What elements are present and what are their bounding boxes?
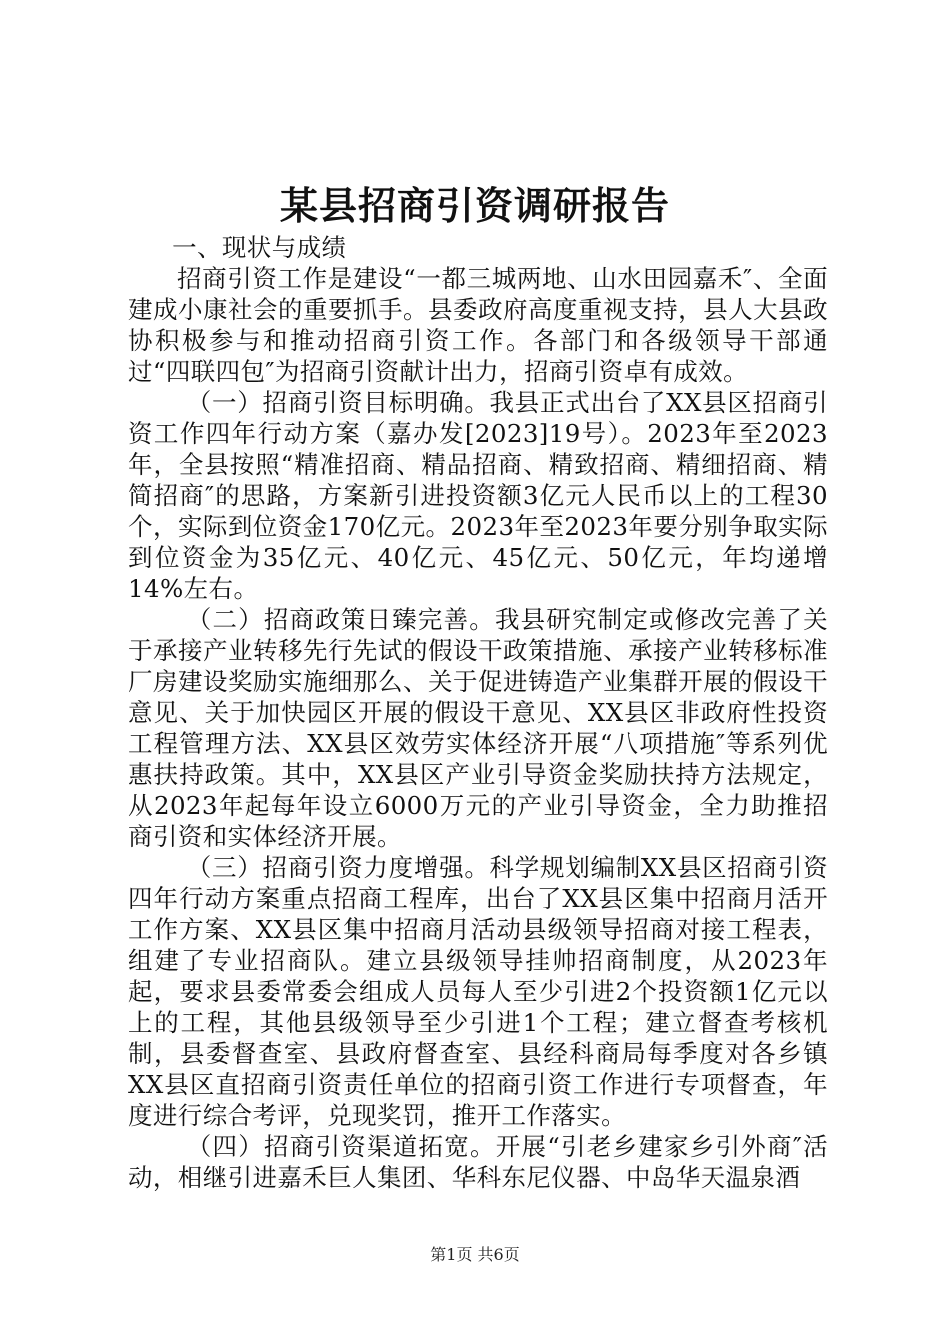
paragraph-section-1: （一）招商引资目标明确。我县正式出台了XX县区招商引资工作四年行动方案（嘉办发[2023]19号）。2023年至2023年，全县按照“精准招商、精品招商、精致招商、精细招商、精简招商″的思路，方案新引进投资额3亿元人民币以上的工程30个，实际到位资金170亿元。2023年至2023年要分别争取实际到位资金为35亿元、40亿元、45亿元、50亿元，年均递增14%左右。 xyxy=(128,388,828,603)
page-number-footer: 第1页 共6页 xyxy=(430,1245,520,1264)
paragraph-section-4: （四）招商引资渠道拓宽。开展“引老乡建家乡引外商″活动，相继引进嘉禾巨人集团、华科东尼仪器、中岛华天温泉酒 xyxy=(128,1132,828,1192)
paragraph-section-2: （二）招商政策日臻完善。我县研究制定或修改完善了关于承接产业转移先行先试的假设干政策措施、承接产业转移标准厂房建设奖励实施细那么、关于促进铸造产业集群开展的假设干意见、关于加快园区开展的假设干意见、XX县区非政府性投资工程管理方法、XX县区效劳实体经济开展“八项措施″等系列优惠扶持政策。其中，XX县区产业引导资金奖励扶持方法规定，从2023年起每年设立6000万元的产业引导资金，全力助推招商引资和实体经济开展。 xyxy=(128,605,828,851)
section-heading: 一、现状与成绩 xyxy=(172,233,347,262)
document-body xyxy=(128,232,828,1193)
page-title: 某县招商引资调研报告 xyxy=(279,183,670,228)
paragraph-intro: 招商引资工作是建设“一都三城两地、山水田园嘉禾″、全面建成小康社会的重要抓手。县委政府高度重视支持，县人大县政协积极参与和推动招商引资工作。各部门和各级领导干部通过“四联四包″为招商引资献计出力，招商引资卓有成效。 xyxy=(128,264,828,386)
paragraph-section-3: （三）招商引资力度增强。科学规划编制XX县区招商引资四年行动方案重点招商工程库，出台了XX县区集中招商月活开工作方案、XX县区集中招商月活动县级领导招商对接工程表，组建了专业招商队。建立县级领导挂帅招商制度，从2023年起，要求县委常委会组成人员每人至少引进2个投资额1亿元以上的工程，其他县级领导至少引进1个工程；建立督查考核机制，县委督查室、县政府督查室、县经科商局每季度对各乡镇XX县区直招商引资责任单位的招商引资工作进行专项督查，年度进行综合考评，兑现奖罚，推开工作落实。 xyxy=(128,853,828,1130)
